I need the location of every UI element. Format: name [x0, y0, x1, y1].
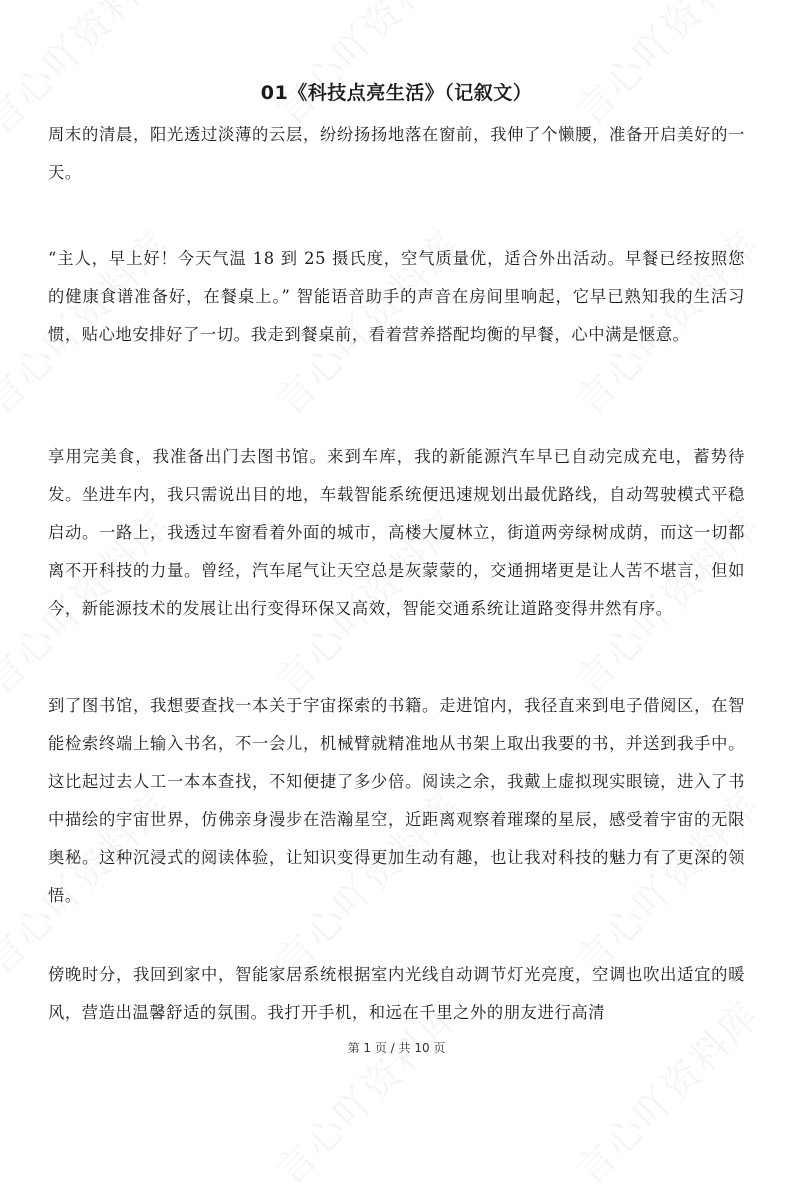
paragraph: 享用完美食，我准备出门去图书馆。来到车库，我的新能源汽车早已自动完成充电，蓄势待发。坐进车内，我只需说出目的地，车载智能系统便迅速规划出最优路线，自动驾驶模式平稳启动。一路上，我透过车窗看着外面的城市，高楼大厦林立，街道两旁绿树成荫，而这一切都离不开科技的力量。曾经，汽车尾气让天空总是灰蒙蒙的，交通拥堵更是让人苦不堪言，但如今，新能源技术的发展让出行变得环保又高效，智能交通系统让道路变得井然有序。 — [48, 447, 745, 618]
paragraph: 傍晚时分，我回到家中，智能家居系统根据室内光线自动调节灯光亮度，空调也吹出适宜的暖风，营造出温馨舒适的氛围。我打开手机，和远在千里之外的朋友进行高清 — [48, 965, 745, 1022]
paragraph: “主人，早上好！今天气温 18 到 25 摄氏度，空气质量优，适合外出活动。早餐已经按照您的健康食谱准备好，在餐桌上。” 智能语音助手的声音在房间里响起，它早已熟知我的生活习惯，贴心地安排好了一切。我走到餐桌前，看着营养搭配均衡的早餐，心中满是惬意。 — [48, 249, 745, 344]
paragraph: 周末的清晨，阳光透过淡薄的云层，纷纷扬扬地落在窗前，我伸了个懒腰，准备开启美好的一天。 — [48, 125, 745, 182]
watermark — [561, 0, 770, 135]
page-number: 第 1 页 / 共 10 页 — [347, 1041, 446, 1055]
document-title: 01《科技点亮生活》（记叙文） — [260, 82, 533, 104]
watermark — [261, 0, 470, 135]
paragraph: 到了图书馆，我想要查找一本关于宇宙探索的书籍。走进馆内，我径直来到电子借阅区，在智能检索终端上输入书名，不一会儿，机械臂就精准地从书架上取出我要的书，并送到我手中。这比起过去人工一本本查找，不知便捷了多少倍。阅读之余，我戴上虚拟现实眼镜，进入了书中描绘的宇宙世界，仿佛亲身漫步在浩瀚星空，近距离观察着璀璨的星辰，感受着宇宙的无限奥秘。这种沉浸式的阅读体验，让知识变得更加生动有趣，也让我对科技的魅力有了更深的领悟。 — [48, 696, 745, 905]
